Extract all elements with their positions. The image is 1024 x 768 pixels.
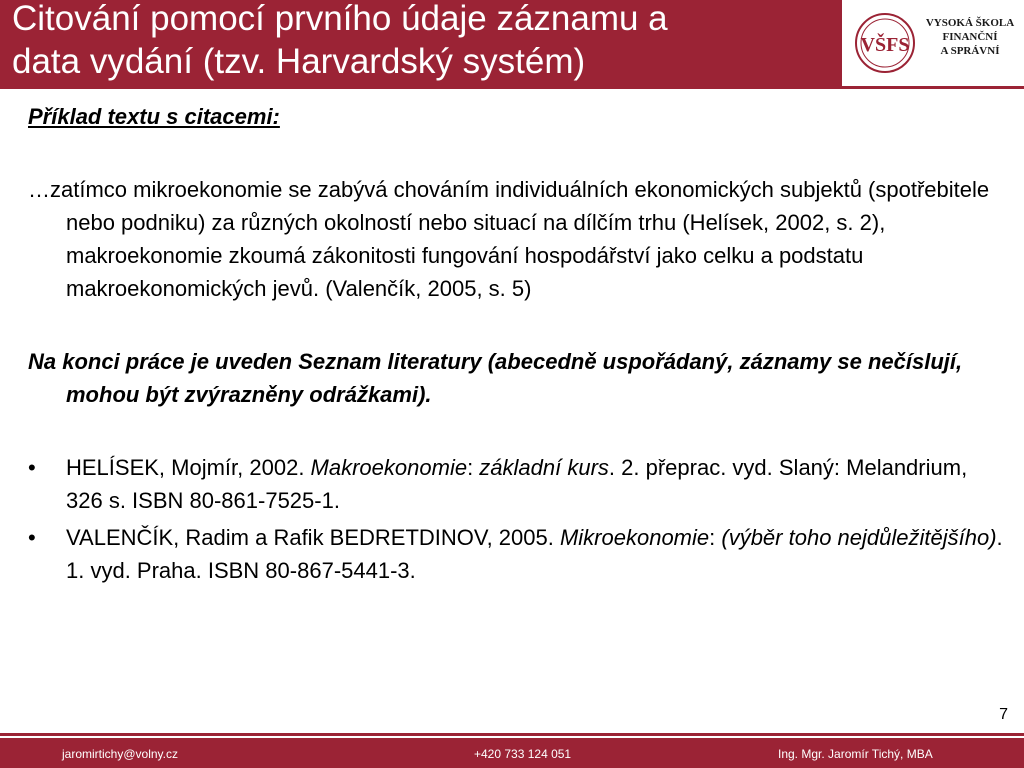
footer-phone: +420 733 124 051 bbox=[474, 747, 572, 761]
reference-title: Makroekonomie bbox=[310, 455, 468, 480]
reference-suffix: . 2. přeprac. vyd. Slaný: Melandrium, 326 s. ISBN 80-861-7525-1. bbox=[66, 455, 968, 513]
reference-prefix: HELÍSEK, Mojmír, 2002. bbox=[66, 455, 311, 480]
bullet-icon: • bbox=[28, 525, 36, 550]
reference-item bbox=[28, 521, 1003, 587]
slide-content bbox=[28, 100, 1003, 591]
slide-header bbox=[0, 0, 1024, 90]
content-subtitle: Příklad textu s citacemi: bbox=[28, 104, 280, 129]
school-logo bbox=[852, 8, 1020, 80]
bibliography-note: Na konci práce je uveden Seznam literatury (abecedně uspořádaný, záznamy se nečíslují, mohou být zvýrazněny odrážkami). bbox=[28, 349, 963, 407]
reference-separator: : bbox=[467, 455, 480, 480]
reference-separator: : bbox=[709, 525, 722, 550]
title-line-2: data vydání (tzv. Harvardský systém) bbox=[12, 42, 586, 81]
slide-footer bbox=[0, 738, 1024, 768]
reference-list bbox=[28, 451, 1003, 587]
reference-title: Mikroekonomie bbox=[559, 525, 710, 550]
bullet-icon: • bbox=[28, 455, 36, 480]
footer-divider bbox=[0, 733, 1024, 736]
logo-text bbox=[918, 16, 1022, 58]
header-divider bbox=[0, 86, 1024, 89]
reference-subtitle: základní kurs bbox=[479, 455, 609, 480]
logo-mark: VŠFS bbox=[860, 34, 910, 56]
vsfs-logo-icon bbox=[852, 10, 918, 76]
slide-title bbox=[12, 0, 842, 83]
example-paragraph: …zatímco mikroekonomie se zabývá chováním individuálních ekonomických subjektů (spotřebitele nebo podniku) za různých okolností nebo situací na dílčím trhu (Helísek, 2002, s. 2), makroekonomie zkoumá zákonitosti fungování hospodářství jako celku a podstatu makroekonomických jevů. (Valenčík, 2005, s. 5) bbox=[28, 177, 990, 301]
title-line-1: Citování pomocí prvního údaje záznamu a bbox=[12, 0, 668, 38]
footer-email: jaromirtichy@volny.cz bbox=[62, 747, 178, 761]
reference-item bbox=[28, 451, 1003, 517]
logo-text-line-2: FINANČNÍ bbox=[942, 31, 998, 43]
reference-prefix: VALENČÍK, Radim a Rafik BEDRETDINOV, 2005. bbox=[66, 525, 560, 550]
footer-author: Ing. Mgr. Jaromír Tichý, MBA bbox=[778, 747, 933, 761]
logo-text-line-1: VYSOKÁ ŠKOLA bbox=[925, 17, 1015, 29]
title-banner bbox=[0, 0, 842, 86]
page-number: 7 bbox=[999, 706, 1008, 723]
reference-suffix: . 1. vyd. Praha. ISBN 80-867-5441-3. bbox=[66, 525, 1003, 583]
logo-text-line-3: A SPRÁVNÍ bbox=[940, 45, 1000, 57]
reference-subtitle: (výběr toho nejdůležitějšího) bbox=[721, 525, 997, 550]
